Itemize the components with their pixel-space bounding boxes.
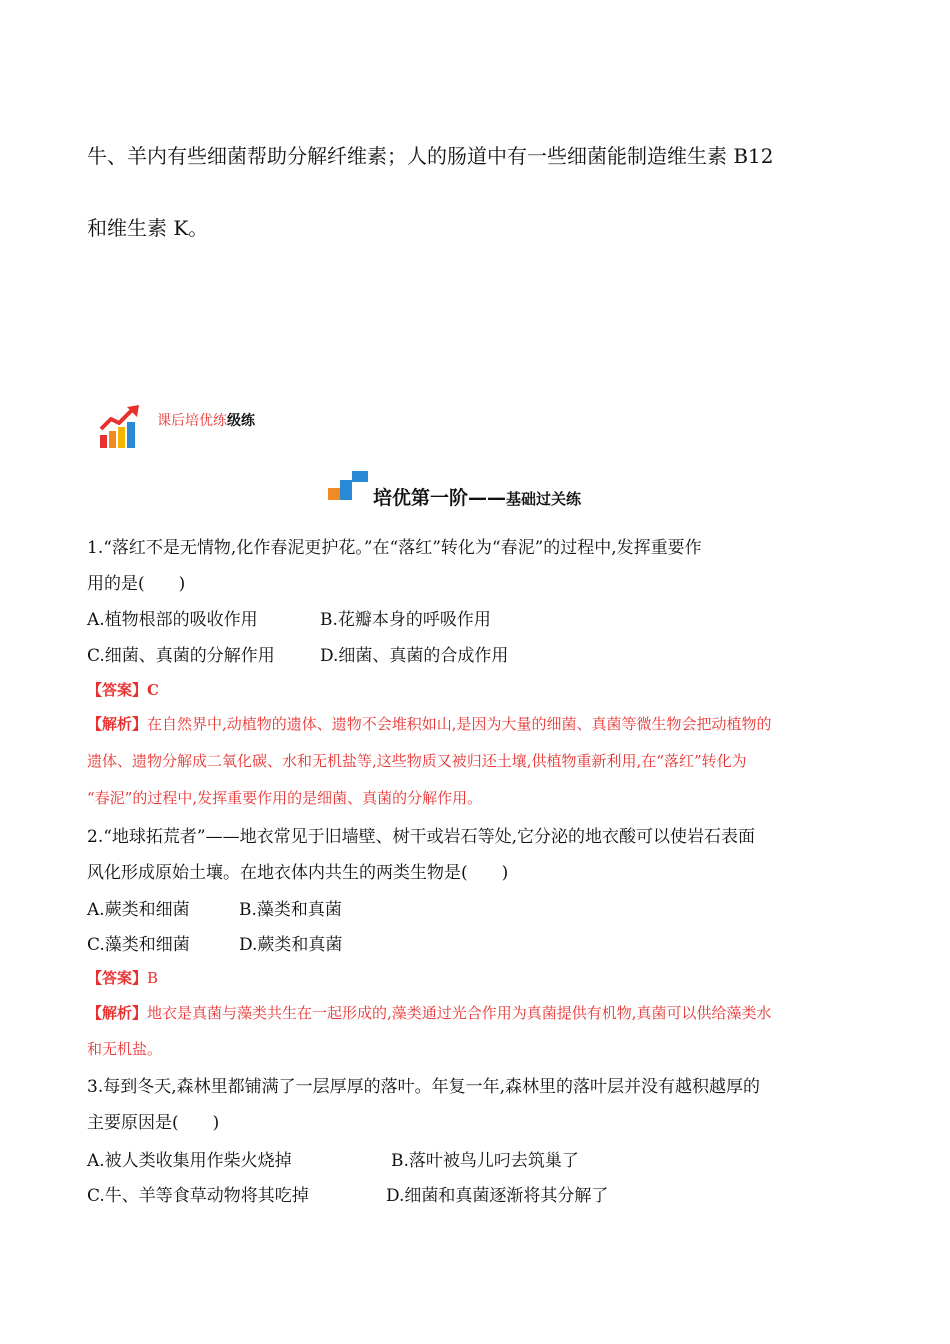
q1-analysis-line-2: 遗体、遗物分解成二氧化碳、水和无机盐等,这些物质又被归还土壤,供植物重新利用,在“落红”转化为 [87, 752, 747, 770]
q3-option-a: A.被人类收集用作柴火烧掉 [87, 1151, 292, 1171]
q2-analysis-text-1: 地衣是真菌与藻类共生在一起形成的,藻类通过光合作用为真菌提供有机物,真菌可以供给藻类水 [147, 1004, 772, 1022]
intro-line-2: 和维生素 K。 [87, 216, 209, 240]
q2-answer-value: B [147, 969, 159, 987]
growth-chart-icon [99, 405, 143, 449]
q1-answer-value: C [147, 681, 159, 699]
q1-analysis-line-1 [87, 713, 772, 734]
q1-stem-line-2: 用的是( ) [87, 574, 186, 594]
q1-analysis-text-1: 在自然界中,动植物的遗体、遗物不会堆积如山,是因为大量的细菌、真菌等微生物会把动植物的 [147, 715, 772, 733]
q2-option-c: C.藻类和细菌 [87, 935, 190, 955]
q3-option-c: C.牛、羊等食草动物将其吃掉 [87, 1186, 309, 1206]
intro-line-1: 牛、羊内有些细菌帮助分解纤维素；人的肠道中有一些细菌能制造维生素 B12 [87, 144, 774, 168]
q2-analysis-line-1 [87, 1002, 772, 1023]
q1-analysis-tag: 【解析】 [87, 715, 148, 733]
q1-answer [87, 679, 159, 700]
q1-option-a: A.植物根部的吸收作用 [87, 610, 258, 630]
q1-answer-tag: 【答案】 [87, 681, 148, 699]
q2-answer [87, 967, 158, 988]
section-label [157, 410, 255, 430]
q1-option-d: D.细菌、真菌的合成作用 [320, 646, 509, 666]
q1-analysis-line-3: “春泥”的过程中,发挥重要作用的是细菌、真菌的分解作用。 [87, 789, 483, 807]
section-label-black: 级练 [227, 413, 255, 429]
section-label-red: 课后培优练 [157, 413, 227, 429]
stairs-icon [327, 470, 371, 502]
q2-stem-line-1: 2.“地球拓荒者”——地衣常见于旧墙壁、树干或岩石等处,它分泌的地衣酸可以使岩石表面 [87, 827, 756, 847]
q3-option-d: D.细菌和真菌逐渐将其分解了 [386, 1186, 609, 1206]
q3-stem-line-1: 3.每到冬天,森林里都铺满了一层厚厚的落叶。年复一年,森林里的落叶层并没有越积越厚的 [87, 1077, 761, 1097]
q3-option-b: B.落叶被鸟儿叼去筑巢了 [391, 1151, 579, 1171]
q1-option-b: B.花瓣本身的呼吸作用 [320, 610, 491, 630]
stage-title-sub: 基础过关练 [506, 490, 582, 508]
q1-stem-line-1: 1.“落红不是无情物,化作春泥更护花。”在“落红”转化为“春泥”的过程中,发挥重要作 [87, 538, 702, 558]
stage-title-main: 培优第一阶—— [373, 487, 507, 509]
q2-option-b: B.藻类和真菌 [239, 900, 342, 920]
q2-stem-line-2: 风化形成原始土壤。在地衣体内共生的两类生物是( ) [87, 863, 509, 883]
q1-option-c: C.细菌、真菌的分解作用 [87, 646, 275, 666]
q2-analysis-tag: 【解析】 [87, 1004, 148, 1022]
q2-option-a: A.蕨类和细菌 [87, 900, 190, 920]
stage-title [373, 483, 581, 510]
q2-option-d: D.蕨类和真菌 [239, 935, 343, 955]
q3-stem-line-2: 主要原因是( ) [87, 1113, 220, 1133]
q2-analysis-line-2: 和无机盐。 [87, 1040, 163, 1058]
q2-answer-tag: 【答案】 [87, 969, 148, 987]
